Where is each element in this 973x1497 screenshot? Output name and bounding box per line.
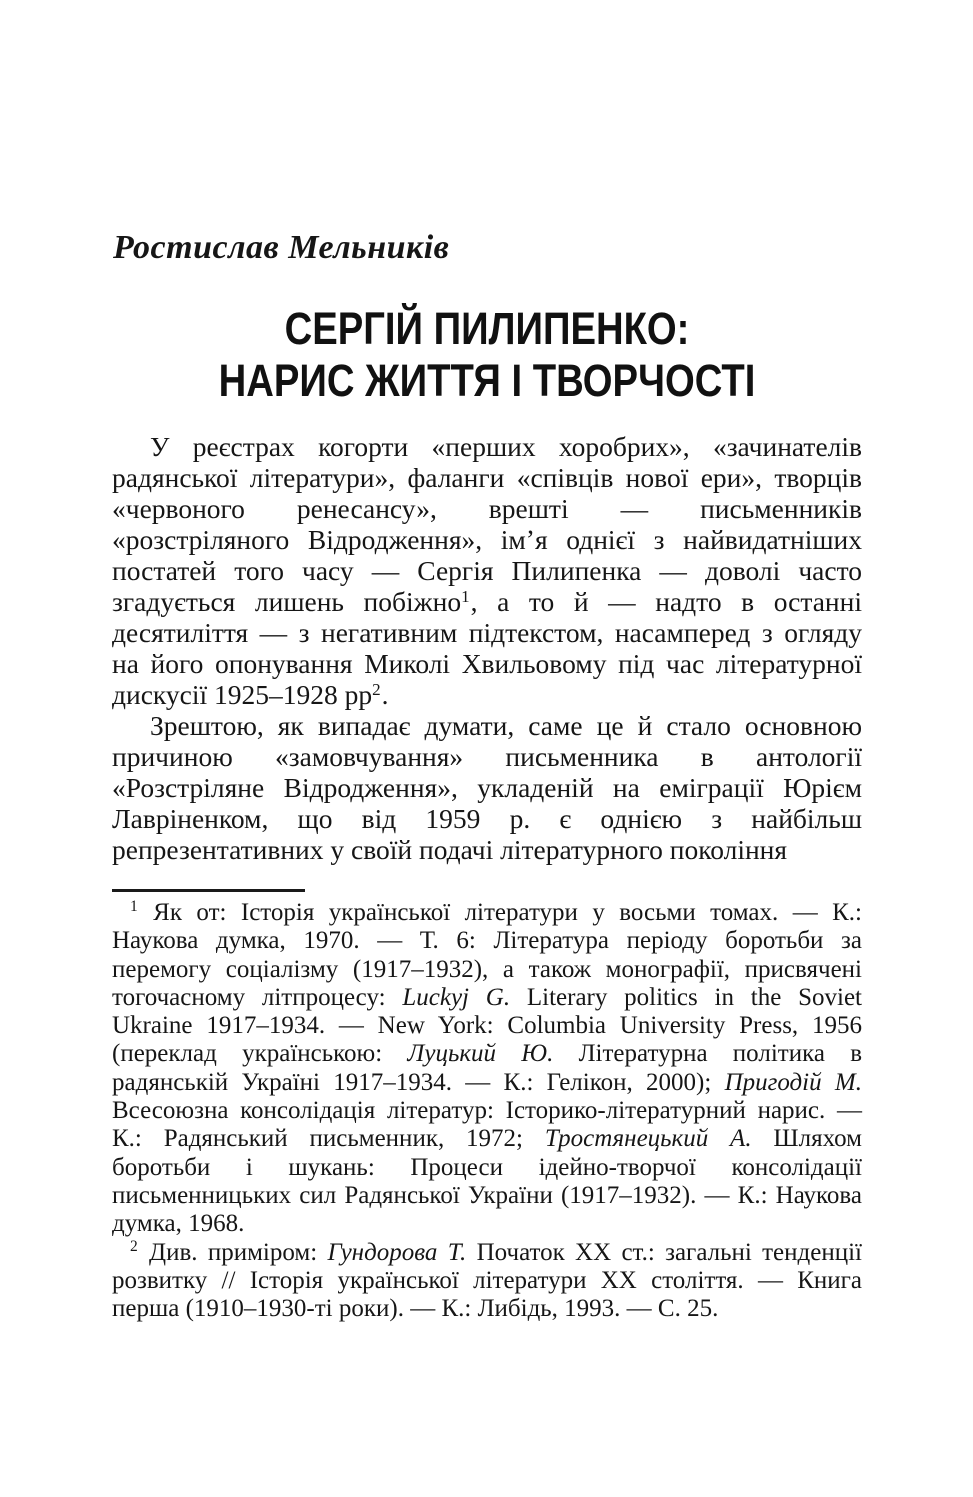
text-segment: Як от: Історія української літератури у восьми томах. — К.: Наукова думка, 1970. — Т. 6: Література періоду боротьби за перемогу соціалізму (1917–1932), а також монографії, присвячені тогочасному літпроцесу: [112,899,862,1011]
text-segment: , а то й — надто в останні десятиліття — з негативним підтекстом, насамперед з огляду на його опонування Миколі Хвильовому під час літературної дискусії 1925–1928 рр [112,586,862,710]
paragraph-1 [112,431,862,710]
italic-text-segment: Гундорова Т. [327,1238,467,1266]
text-segment: Literary politics in the Soviet Ukraine 1917–1934. — New York: Columbia University Press, 1956 (переклад українською: [112,983,862,1068]
footnote-ref-superscript: 1 [130,898,138,916]
footnote-ref-superscript: 1 [461,586,470,606]
text-segment: Див. приміром: [138,1238,328,1266]
footnote-ref-superscript: 2 [372,679,381,699]
text-segment: . [381,679,389,710]
chapter-title-line-1: СЕРГІЙ ПИЛИПЕНКО: [284,303,690,354]
chapter-title-line-2: НАРИС ЖИТТЯ І ТВОРЧОСТІ [218,355,756,406]
chapter-title [112,303,862,407]
italic-text-segment: Луцький Ю. [407,1040,554,1068]
footnote-separator [112,889,305,892]
footnotes-block [112,899,862,1323]
italic-text-segment: Luckyj G. [402,983,511,1011]
paragraph-2 [112,710,862,865]
text-segment: Початок ХХ ст.: загальні тенденції розвитку // Історія української літератури ХХ століття. — Книга перша (1910–1930-ті роки). — К.: Либідь, 1993. — С. 25. [112,1238,862,1323]
text-segment: Літературна політика в радянській Україні 1917–1934. — К.: Гелікон, 2000); [112,1040,863,1096]
italic-text-segment: Пригодій М. [724,1068,862,1096]
author-name: Ростислав Мельників [113,229,450,266]
text-segment: У реєстрах когорти «перших хоробрих», «зачинателів радянської літератури», фаланги «співців нової ери», творців «червоного ренесансу», врешті — письменників «розстріляного Відродження», імʼя однієї з найвидатніших постатей того часу — Сергія Пилипенка — доволі часто згадується лишень побіжно [112,431,862,617]
body-text [112,431,862,865]
text-segment: Зрештою, як випадає думати, саме це й стало основною причиною «замовчування» письменника в антології «Розстріляне Відродження», укладеній на еміграції Юрієм Лавріненком, що від 1959 р. є однією з найбільш репрезентативних у своїй подачі літературного покоління [112,710,862,865]
footnote-ref-superscript: 2 [130,1238,138,1256]
text-segment: Шляхом боротьби і шукань: Процеси ідейно-творчої консолідації письменницьких сил Радянської України (1917–1932). — К.: Наукова думка, 1968. [112,1125,863,1238]
footnote-1 [112,899,862,1239]
text-segment: Всесоюзна консолідація літератур: Історико-літературний нарис. — К.: Радянський письменник, 1972; [112,1097,862,1153]
italic-text-segment: Тростянецький А. [544,1125,752,1153]
footnote-2 [112,1239,862,1324]
